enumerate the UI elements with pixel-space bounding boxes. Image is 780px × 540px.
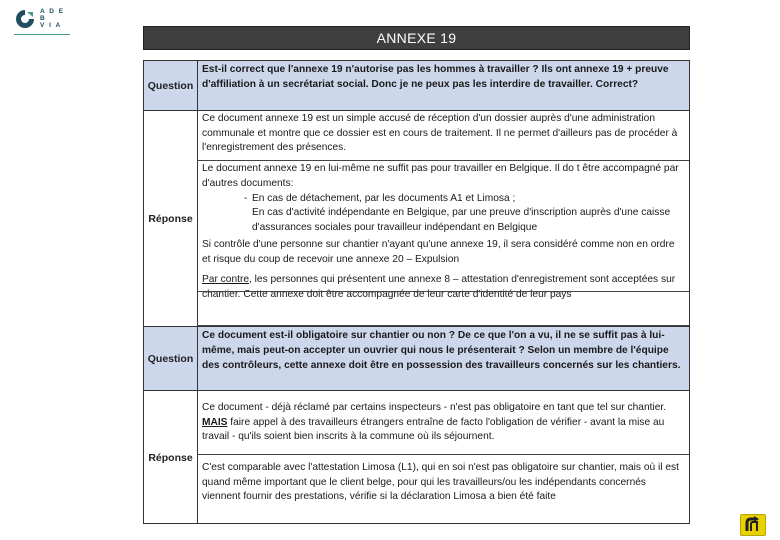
answer-label-1: Réponse — [148, 212, 193, 225]
logo-mark-icon — [14, 8, 36, 30]
answer-1-bullet-1 — [202, 192, 685, 206]
answer-label-2: Réponse — [148, 451, 193, 464]
answer-2-paragraph-1-emphasis: MAIS — [202, 416, 228, 428]
answer-1-paragraph-2: Le document annexe 19 en lui-même ne suffit pas pour travailler en Belgique. Il do t être accompagné par d'autres documents: — [202, 163, 679, 189]
logo-underline — [14, 34, 70, 35]
return-arrow-icon — [741, 515, 765, 535]
answer-cell-1 — [197, 111, 689, 326]
logo-line-2: V I A — [40, 22, 62, 29]
return-button[interactable] — [740, 514, 766, 536]
answer-1-paragraph-4-lead: Par contre — [202, 274, 249, 285]
answer-1-bullet-2: En cas d'activité indépendante en Belgique, par une preuve d'inscription auprès d'une caisse d'assurances sociales pour travailleur indépendant en Belgique — [252, 207, 671, 233]
question-text-1: Est-il correct que l'annexe 19 n'autorise pas les hommes à travailler ? Ils ont annexe 19 + preuve d'affiliation à un secrétariat social. Donc je ne peux pas les interdire de travailler. Correct? — [197, 61, 689, 110]
answer-1-paragraph-1: Ce document annexe 19 est un simple accusé de réception d'un dossier auprès d'une administration communale et montre que ce dossier est en cours de traitement. Il ne permet d'ailleurs pas de procéder à l'enregistrement des présences. — [202, 113, 678, 153]
answer-1-paragraph-4 — [202, 273, 685, 321]
question-label-2: Question — [144, 327, 197, 391]
logo — [14, 6, 74, 36]
logo-text — [40, 8, 74, 29]
answer-1-paragraph-4-text: , les personnes qui présentent une annexe 8 – attestation d'enregistrement sont acceptées sur chantier. Cette annexe doit être accompagnée de leur carte d'identité de leur pays — [202, 274, 676, 300]
answer-row-1 — [144, 110, 689, 326]
page-title: ANNEXE 19 — [143, 26, 690, 50]
bullet-dash: - — [244, 193, 248, 204]
answer-1-bullet-1-text: En cas de détachement, par les documents A1 et Limosa ; — [252, 193, 516, 204]
logo-line-1: A D E B — [40, 8, 65, 22]
question-text-2: Ce document est-il obligatoire sur chantier ou non ? De ce que l'on a vu, il ne se suffit pas à lui-même, mais peut-on accepter un ouvrier qui nous le présenterait ? Selon un membre de l'équipe des contrôleurs, cette annexe doit être en possession des travailleurs concernés sur les chantiers. — [197, 327, 689, 391]
question-label-1: Question — [144, 61, 197, 110]
question-row-2 — [144, 326, 689, 391]
divider — [197, 454, 689, 455]
answer-cell-2 — [197, 391, 689, 524]
question-row-1 — [144, 61, 689, 110]
qa-table — [143, 60, 690, 524]
divider — [197, 291, 689, 292]
answer-1-paragraph-3: Si contrôle d'une personne sur chantier n'ayant qu'une annexe 19, il sera considéré comme non en ordre et risque du coup de recevoir une annexe 20 – Expulsion — [202, 239, 675, 265]
answer-2-paragraph-1 — [202, 401, 685, 461]
divider — [197, 160, 689, 161]
answer-2-paragraph-1-a: Ce document - déjà réclamé par certains inspecteurs - n'est pas obligatoire en tant que tel sur chantier. — [202, 402, 667, 413]
answer-2-paragraph-2: C'est comparable avec l'attestation Limosa (L1), qui en soi n'est pas obligatoire sur chantier, mais où il est quand même important que le client belge, pour qui les travailleurs/ou les indépendants concernés viennent fournir des prestations, vérifie si la déclaration Limosa a bien été faite — [202, 462, 679, 502]
answer-row-2 — [144, 390, 689, 524]
answer-2-paragraph-1-b: faire appel à des travailleurs étrangers entraîne de facto l'obligation de vérifier - avant la mise au travail - qu'ils soient bien inscrits à la commune où ils séjournent. — [202, 416, 665, 442]
